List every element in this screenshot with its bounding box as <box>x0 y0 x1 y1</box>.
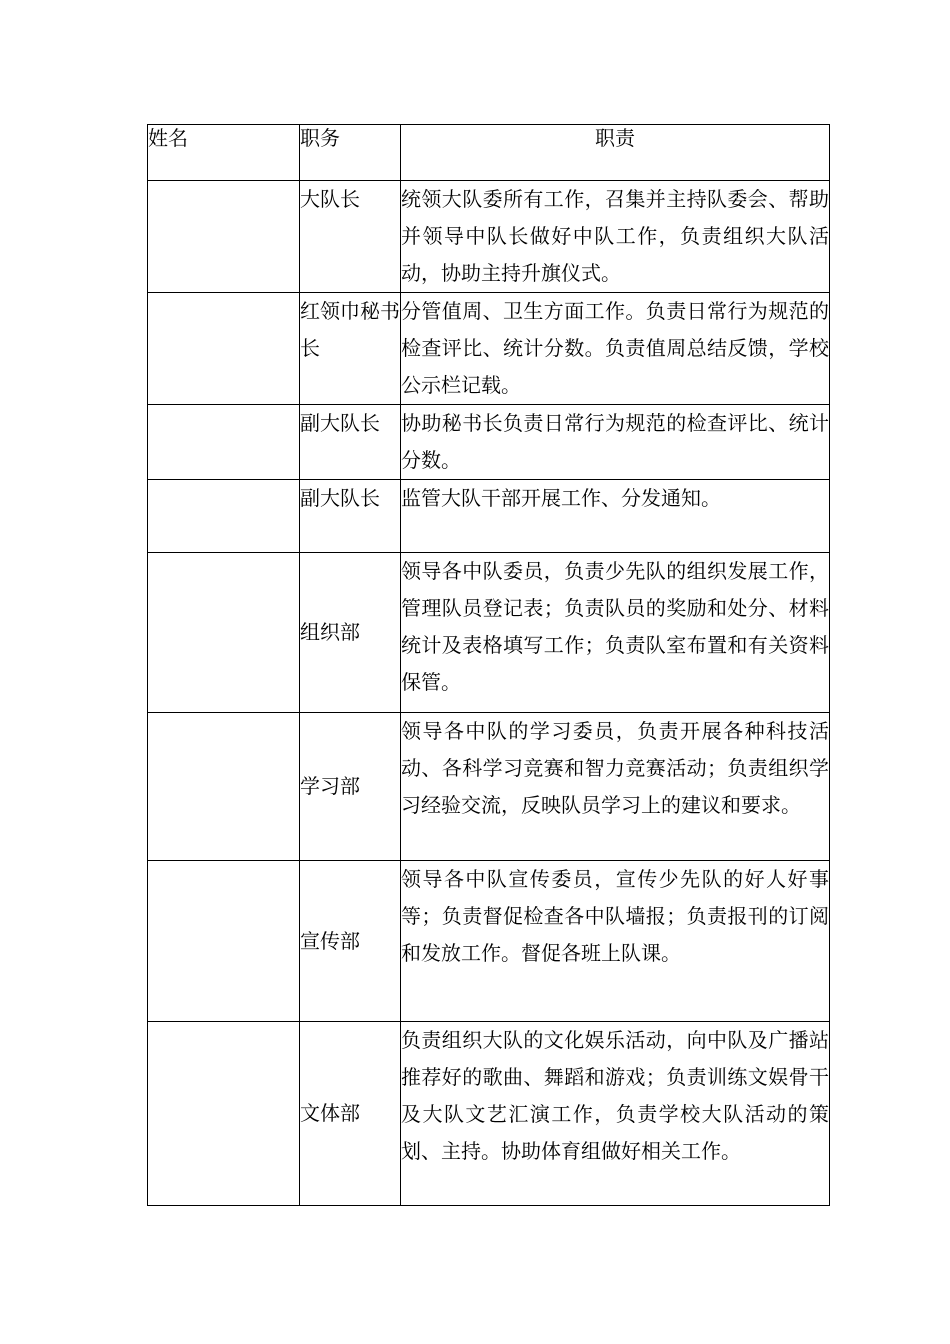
header-role: 职务 <box>300 125 401 181</box>
name-cell <box>148 713 300 861</box>
role-cell <box>300 1022 401 1206</box>
role-cell <box>300 553 401 713</box>
duty-cell <box>401 181 830 293</box>
table-row <box>148 181 830 293</box>
role-label: 大队长 <box>300 187 360 211</box>
role-cell <box>300 861 401 1022</box>
duty-cell <box>401 293 830 405</box>
duty-cell <box>401 405 830 480</box>
duty-text: 分管值周、卫生方面工作。负责日常行为规范的检查评比、统计分数。负责值周总结反馈，学校公示栏记载。 <box>401 299 829 397</box>
table-row <box>148 1022 830 1206</box>
role-label: 组织部 <box>300 620 360 644</box>
role-cell <box>300 293 401 405</box>
name-cell <box>148 1022 300 1206</box>
role-cell <box>300 480 401 553</box>
table-row <box>148 713 830 861</box>
duty-text: 领导各中队的学习委员，负责开展各种科技活动、各科学习竞赛和智力竞赛活动；负责组织学习经验交流，反映队员学习上的建议和要求。 <box>401 719 829 817</box>
duty-cell <box>401 480 830 553</box>
name-cell <box>148 181 300 293</box>
duty-cell <box>401 861 830 1022</box>
duty-text: 领导各中队委员，负责少先队的组织发展工作，管理队员登记表；负责队员的奖励和处分、材料统计及表格填写工作；负责队室布置和有关资料保管。 <box>401 559 829 694</box>
role-label: 副大队长 <box>300 411 380 435</box>
role-label: 红领巾秘书长 <box>300 299 400 360</box>
role-cell <box>300 713 401 861</box>
duty-text: 领导各中队宣传委员，宣传少先队的好人好事等；负责督促检查各中队墙报；负责报刊的订阅和发放工作。督促各班上队课。 <box>401 867 829 965</box>
table-row <box>148 861 830 1022</box>
role-label: 宣传部 <box>300 928 360 953</box>
duty-text: 监管大队干部开展工作、分发通知。 <box>401 486 721 510</box>
name-cell <box>148 553 300 713</box>
duty-text: 协助秘书长负责日常行为规范的检查评比、统计分数。 <box>401 411 829 472</box>
role-cell <box>300 181 401 293</box>
duty-table <box>147 124 830 1206</box>
header-duty: 职责 <box>401 125 830 181</box>
duty-cell <box>401 1022 830 1206</box>
name-cell <box>148 480 300 553</box>
table-row <box>148 553 830 713</box>
name-cell <box>148 861 300 1022</box>
table-row <box>148 293 830 405</box>
duty-cell <box>401 553 830 713</box>
table-row <box>148 480 830 553</box>
role-label: 文体部 <box>300 1101 360 1125</box>
role-label: 副大队长 <box>300 486 380 510</box>
duty-text: 统领大队委所有工作，召集并主持队委会、帮助并领导中队长做好中队工作，负责组织大队活动，协助主持升旗仪式。 <box>401 187 829 285</box>
name-cell <box>148 405 300 480</box>
header-name: 姓名 <box>148 125 300 181</box>
role-cell <box>300 405 401 480</box>
duty-text: 负责组织大队的文化娱乐活动，向中队及广播站推荐好的歌曲、舞蹈和游戏；负责训练文娱骨干及大队文艺汇演工作，负责学校大队活动的策划、主持。协助体育组做好相关工作。 <box>401 1028 829 1163</box>
table-row <box>148 405 830 480</box>
role-label: 学习部 <box>300 774 360 798</box>
name-cell <box>148 293 300 405</box>
header-row <box>148 125 830 181</box>
duty-cell <box>401 713 830 861</box>
